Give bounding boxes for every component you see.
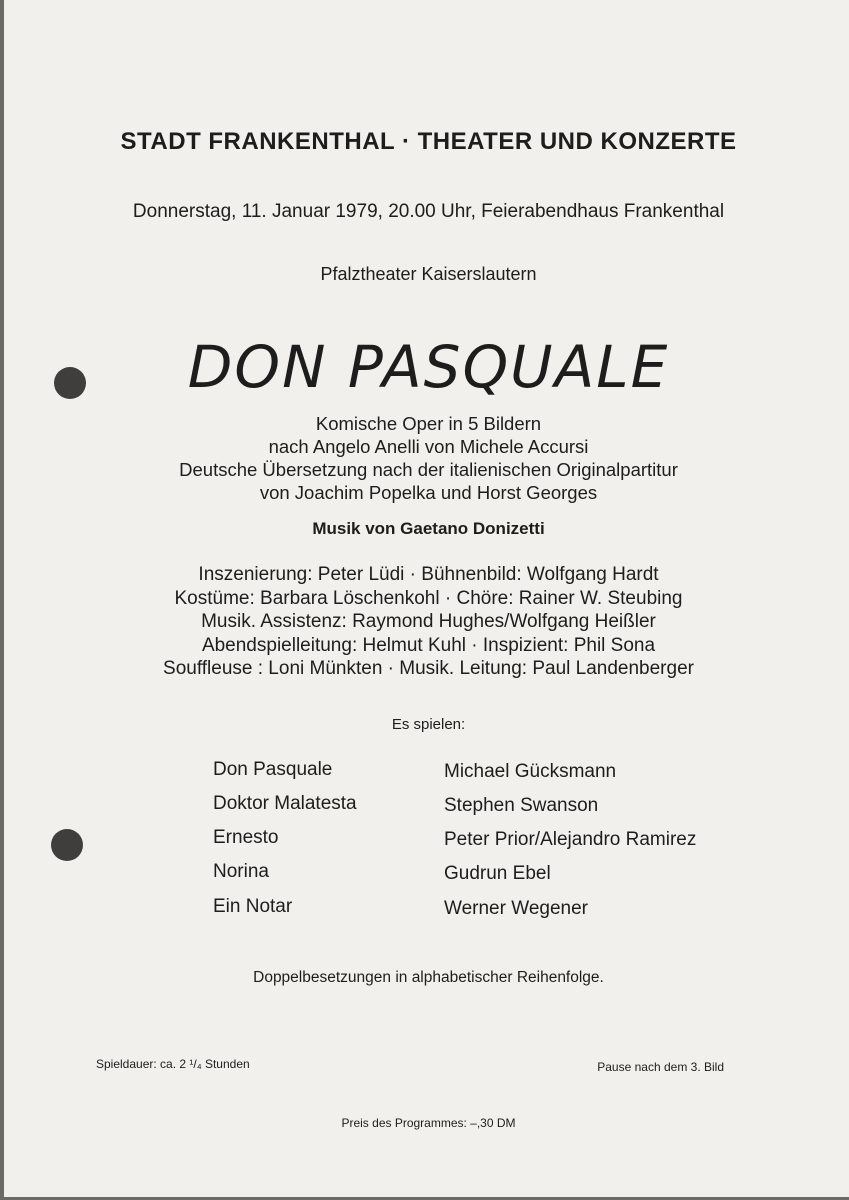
credit-line: Inszenierung: Peter Lüdi · Bühnenbild: Wolfgang Hardt	[198, 564, 659, 585]
price-text: Preis des Programmes: –,30 DM	[341, 1116, 516, 1130]
cast-actor: Michael Gücksmann	[444, 761, 617, 782]
credit-line: Kostüme: Barbara Löschenkohl · Chöre: Rainer W. Steubing	[174, 587, 683, 609]
cast-role: Doktor Malatesta	[213, 793, 357, 814]
composer-line: Musik von Gaetano Donizetti	[312, 519, 545, 538]
cast-heading: Es spielen:	[391, 716, 466, 733]
pause-text: Pause nach dem 3. Bild	[597, 1060, 724, 1074]
credit-line: Abendspielleitung: Helmut Kuhl · Inspizient: Phil Sona	[201, 634, 656, 656]
cast-list	[4, 0, 849, 1200]
organizer-heading: STADT FRANKENTHAL · THEATER UND KONZERTE	[120, 128, 737, 155]
cast-role: Norina	[213, 861, 269, 882]
cast-role: Ein Notar	[213, 896, 293, 917]
duration-text: Spieldauer: ca. 2 ¹/₄ Stunden	[96, 1057, 250, 1071]
credit-line: Souffleuse : Loni Münkten · Musik. Leitung: Paul Landenberger	[163, 658, 694, 679]
cast-row	[213, 896, 773, 922]
cast-role: Don Pasquale	[213, 759, 333, 780]
opera-title: DON PASQUALE	[187, 333, 670, 401]
cast-actor: Peter Prior/Alejandro Ramirez	[444, 829, 697, 850]
cast-row	[213, 861, 773, 887]
subtitle-line: nach Angelo Anelli von Michele Accursi	[268, 436, 589, 457]
cast-actor: Stephen Swanson	[444, 795, 599, 816]
cast-row	[213, 793, 773, 819]
subtitle-line: Komische Oper in 5 Bildern	[315, 413, 542, 434]
cast-row	[213, 827, 773, 853]
cast-actor: Gudrun Ebel	[444, 863, 551, 884]
cast-actor: Werner Wegener	[444, 898, 588, 919]
cast-row	[213, 759, 773, 785]
date-venue-line: Donnerstag, 11. Januar 1979, 20.00 Uhr, Feierabendhaus Frankenthal	[132, 201, 725, 222]
double-cast-note: Doppelbesetzungen in alphabetischer Reihenfolge.	[253, 969, 604, 986]
subtitle-line: von Joachim Popelka und Horst Georges	[259, 482, 598, 503]
credit-line: Musik. Assistenz: Raymond Hughes/Wolfgang Heißler	[201, 611, 656, 632]
cast-role: Ernesto	[213, 827, 279, 848]
company-name: Pfalztheater Kaiserslautern	[320, 264, 537, 284]
subtitle-line: Deutsche Übersetzung nach der italienischen Originalpartitur	[179, 459, 678, 480]
